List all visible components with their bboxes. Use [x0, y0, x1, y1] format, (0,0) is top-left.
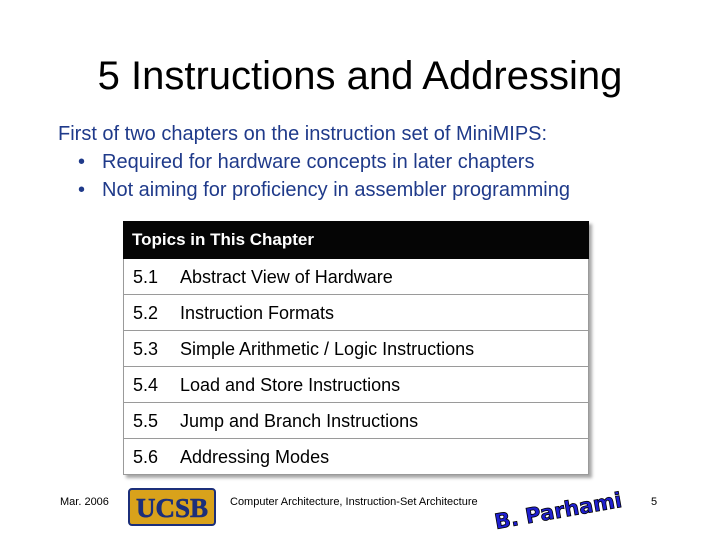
author-signature: [492, 482, 624, 534]
topic-row-5-6: [123, 439, 589, 475]
topic-label: Simple Arithmetic / Logic Instructions: [180, 339, 475, 359]
bullet-item: • Not aiming for proficiency in assembler programming: [74, 176, 570, 204]
bullet-item: • Required for hardware concepts in later chapters: [74, 148, 570, 176]
topic-number: 5.1: [133, 267, 159, 287]
topic-number: 5.3: [133, 339, 159, 359]
page-number: 5: [651, 496, 658, 508]
topic-row-5-2: [123, 295, 589, 331]
topic-row-5-5: [123, 403, 589, 439]
footer-course: Computer Architecture, Instruction-Set Architecture: [230, 496, 478, 508]
topic-label: Jump and Branch Instructions: [180, 411, 419, 431]
ucsb-logo: [128, 488, 216, 526]
slide-title: 5 Instructions and Addressing: [97, 54, 623, 98]
topic-number: 5.4: [133, 375, 159, 395]
bullet-list: [74, 148, 570, 204]
topic-row-5-4: [123, 367, 589, 403]
intro-text: First of two chapters on the instruction set of MiniMIPS:: [58, 123, 548, 145]
topic-number: 5.6: [133, 447, 159, 467]
topic-row-5-1: [123, 259, 589, 295]
topic-label: Instruction Formats: [180, 303, 335, 323]
footer-date: Mar. 2006: [60, 496, 109, 508]
topic-label: Abstract View of Hardware: [180, 267, 393, 287]
topic-number: 5.2: [133, 303, 159, 323]
signature-text: B. Parhami: [492, 487, 624, 534]
topics-header: Topics in This Chapter: [123, 221, 589, 259]
ucsb-logo-text: UCSB: [135, 493, 209, 523]
topic-label: Addressing Modes: [180, 447, 330, 467]
topic-label: Load and Store Instructions: [180, 375, 401, 395]
topic-number: 5.5: [133, 411, 159, 431]
topic-row-5-3: [123, 331, 589, 367]
topics-table: [123, 221, 589, 475]
